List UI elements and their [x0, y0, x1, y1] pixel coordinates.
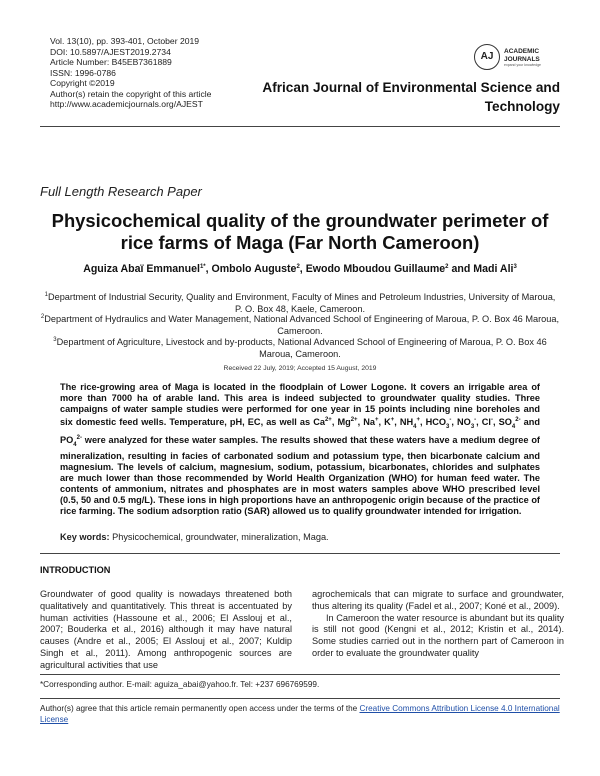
abstract-text: , NO [451, 417, 471, 427]
abstract-text: , Na [357, 417, 375, 427]
ion-charge: + [390, 417, 395, 423]
ion-charge: 2- [76, 434, 82, 441]
keywords-text: Physicochemical, groundwater, mineralization, Maga. [109, 532, 329, 542]
author-name: Madi Ali [473, 263, 514, 275]
author-affil-mark: 1* [199, 264, 206, 270]
footnote-divider [40, 674, 560, 675]
meta-line: http://www.academicjournals.org/AJEST [50, 99, 203, 109]
affiliation-text: Department of Agriculture, Livestock and by-products, National Advanced School of Engineering of Maroua, P. O. Box 46 Maroua, Cameroon. [56, 337, 547, 359]
academic-journals-logo [474, 42, 564, 72]
author-sep: , [205, 263, 212, 275]
intro-paragraph: In Cameroon the water resource is abundant but its quality is still not good (Kengni et al., 2012; Kristin et al., 2014). Some studies carried out in the northern part of Cameroon in order to evaluate the groundwater quality [312, 612, 564, 658]
affiliation-text: Department of Industrial Security, Quality and Environment, Faculty of Mines and Petroleum Industries, University of Maroua, P. O. Box 48, Kaele, Cameroon. [47, 292, 556, 314]
abstract-text: were analyzed for these water samples. The results showed that these waters have a medium degree of mineralization, resulting in facies of carbonated sodium and potassium type, then bicarbonate calcium and magnesium. The levels of calcium, magnesium, sodium, potassium, bicarbonates, chlorides and sulphates are much lower than those recommended by World Health Organization (WHO) for human feed water. The contents of ammonium, nitrates and phosphates are in most waters samples above WHO prescribed level (0.5, 50 and 0.5 mg/L). These ions in high proportions have an anthropogenic origin because of the practice of rice farming. The sodium adsorption ratio (SAR) allowed us to qualify groundwater intended for irrigation. [60, 434, 540, 516]
author-name: Aguiza Abaï Emmanuel [83, 263, 200, 275]
ion-charge: 2- [515, 417, 521, 423]
logo-line2: JOURNALS [504, 55, 540, 63]
abstract-text: and PO [60, 417, 540, 445]
abstract-text: , SO [492, 417, 512, 427]
section-heading-introduction: INTRODUCTION [40, 565, 111, 575]
ion-charge: + [416, 417, 420, 423]
corresponding-author-footnote: *Corresponding author. E-mail: aguiza_abai@yahoo.fr. Tel: +237 696769599. [40, 680, 320, 689]
license-statement [40, 704, 560, 725]
logo-line1: ACADEMIC [504, 48, 540, 55]
creative-commons-license-link[interactable]: Creative Commons Attribution License 4.0 International License [40, 704, 560, 724]
received-dates: Received 22 July, 2019; Accepted 15 August, 2019 [223, 365, 377, 372]
abstract-text: , K [378, 417, 391, 427]
logo-text [504, 48, 540, 63]
intro-column-left [40, 589, 292, 672]
ion-charge: 2+ [350, 417, 358, 423]
article-metadata [50, 36, 211, 110]
abstract-text: , HCO [420, 417, 447, 427]
abstract-text: The rice-growing area of Maga is located in the floodplain of Lower Logone. It covers an irrigable area of more than 7000 ha of arable land. This area is indeed subjected to groundwater quality studies. Three campaigns of water sample studies were performed for one year in 15 points including nine boreholes and six domestic feed wells. Temperature, pH, EC, as well as Ca [60, 382, 540, 427]
affiliation-text: Department of Hydraulics and Water Management, National Advanced School of Engineering of Maroua, P. O. Box 46 Maroua, Cameroon. [44, 314, 560, 336]
ion-charge: + [374, 417, 379, 423]
ion-charge: - [474, 417, 477, 423]
abstract-text: , Cl [476, 417, 491, 427]
paper-title: Physicochemical quality of the groundwater perimeter of rice farms of Maga (Far North Cameroon) [51, 210, 549, 253]
meta-line: Author(s) retain the copyright of this article [50, 88, 212, 99]
meta-line: Copyright ©2019 [50, 78, 115, 88]
section-divider [40, 553, 560, 554]
meta-line: Vol. 13(10), pp. 393-401, October 2019 [50, 36, 200, 46]
ion-subscript: 4 [73, 441, 77, 448]
author-affil-mark: 2 [445, 264, 449, 270]
author-name: Ombolo Auguste [211, 263, 297, 275]
logo-tagline: expand your knowledge [504, 63, 541, 67]
ion-charge: 2+ [324, 417, 332, 423]
affiliation [40, 312, 560, 337]
meta-line: Article Number: B45EB7361889 [50, 57, 172, 67]
author-name: Ewodo Mboudou Guillaume [305, 263, 446, 275]
meta-line: DOI: 10.5897/AJEST2019.2734 [50, 46, 171, 57]
keywords [60, 532, 329, 542]
author-sep: , [299, 263, 306, 275]
intro-paragraph: agrochemicals that can migrate to surface and groundwater, thus altering its quality (Fadel et al., 2007; Koné et al., 2009). [312, 589, 564, 611]
author-affil-mark: 3 [513, 264, 517, 270]
ion-charge: - [449, 417, 452, 423]
ion-subscript: 3 [470, 423, 475, 430]
header-divider [40, 126, 560, 127]
journal-title: African Journal of Environmental Science and Technology [262, 80, 560, 114]
logo-mark: AJ [474, 44, 500, 70]
abstract-text: , NH [394, 417, 414, 427]
affiliation [40, 335, 560, 360]
abstract [60, 382, 540, 517]
affiliation-number: 3 [53, 337, 57, 343]
intro-paragraph: Groundwater of good quality is nowadays threatened both qualitatively and quantitatively. This threat is accentuated by human activities (Hassoune et al., 2006; El Asslouj et al., 2007; Bouderka et al., 2016) although it may have natural causes (Andre et al., 2005; El Asslouj et al., 2007; Kuldip Singh et al., 2011). Among anthropogenic sources are agricultural activities that use [40, 589, 292, 670]
license-divider [40, 698, 560, 699]
ion-subscript: 4 [511, 423, 516, 430]
affiliation-number: 2 [40, 314, 45, 320]
meta-line: ISSN: 1996-0786 [50, 67, 116, 78]
license-text: Author(s) agree that this article remain permanently open access under the terms of the [40, 704, 360, 713]
author-affil-mark: 2 [296, 264, 300, 270]
ion-charge: - [490, 417, 493, 423]
intro-column-right [312, 589, 564, 660]
keywords-label: Key words: [60, 532, 110, 542]
ion-subscript: 3 [446, 423, 450, 430]
affiliation-number: 1 [44, 292, 48, 298]
ion-subscript: 4 [413, 423, 417, 430]
paper-type: Full Length Research Paper [40, 184, 202, 199]
abstract-text: , Mg [331, 417, 351, 427]
author-sep: and [448, 263, 474, 275]
author-list [40, 263, 560, 275]
